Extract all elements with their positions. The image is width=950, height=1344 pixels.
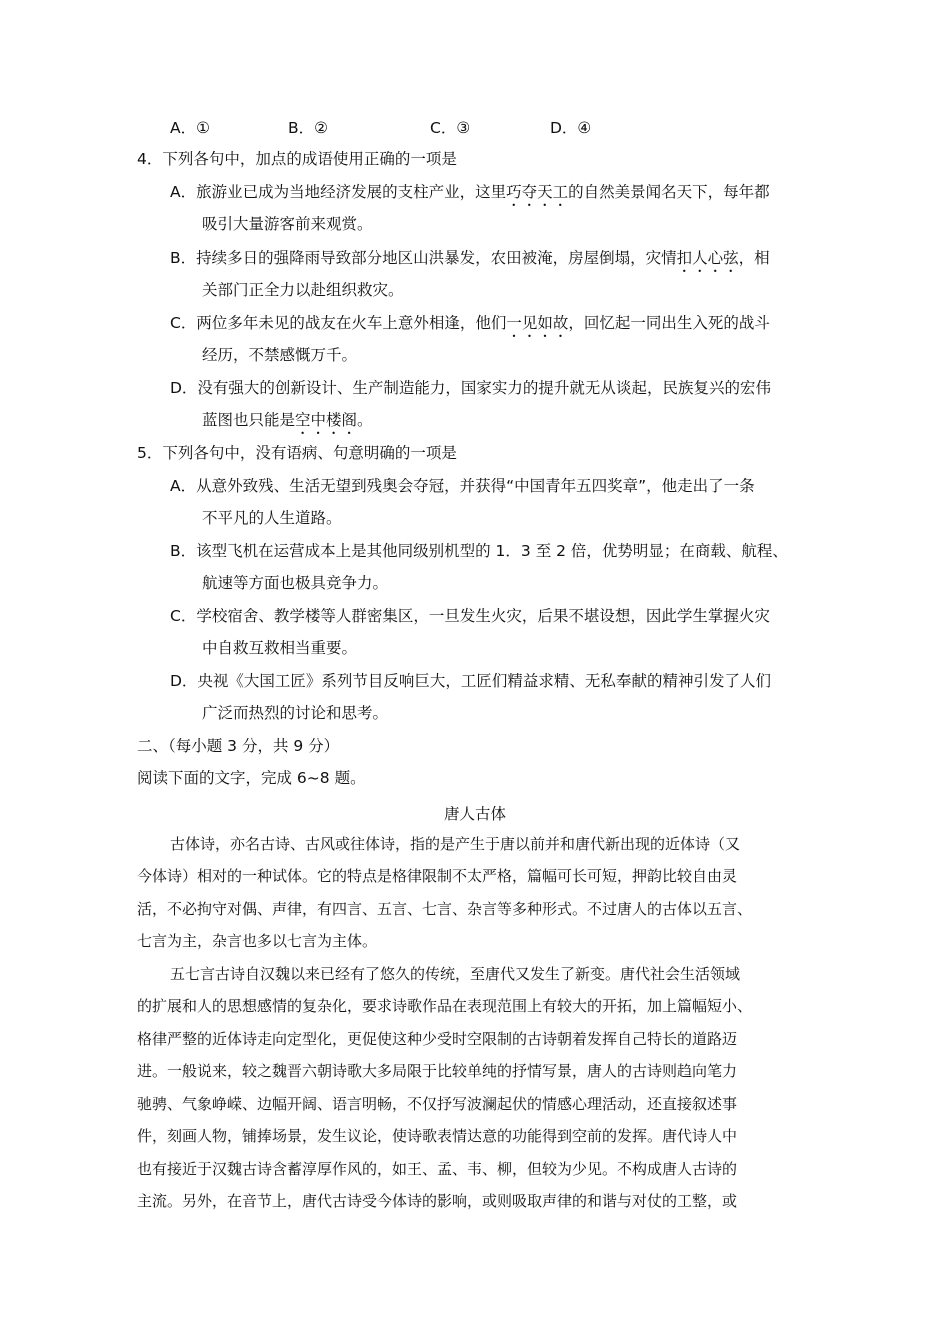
q4-stem: 4．下列各句中，加点的成语使用正确的一项是 bbox=[137, 150, 457, 168]
q4-option-b-line1 bbox=[170, 248, 770, 276]
q3-option-b: B．② bbox=[288, 119, 329, 137]
q4-b-idiom: 扣人心弦 bbox=[676, 249, 739, 267]
q5-option-d-line2: 广泛而热烈的讨论和思考。 bbox=[202, 704, 389, 722]
q4-option-c-line1 bbox=[170, 313, 770, 341]
section2-instruction: 阅读下面的文字，完成 6~8 题。 bbox=[137, 769, 366, 787]
q4-a-idiom: 巧夺天工 bbox=[506, 183, 569, 201]
article-line: 今体诗）相对的一种试体。它的特点是格律限制不太严格，篇幅可长可短，押韵比较自由灵 bbox=[137, 867, 738, 885]
q5-option-a-line1: A．从意外致残、生活无望到残奥会夺冠，并获得“中国青年五四奖章”，他走出了一条 bbox=[170, 477, 755, 495]
article-line: 格律严整的近体诗走向定型化，更促使这种少受时空限制的古诗朝着发挥自己特长的道路迈 bbox=[137, 1030, 738, 1048]
article-line: 件，刻画人物，铺捧场景，发生议论，使诗歌表情达意的功能得到空前的发挥。唐代诗人中 bbox=[137, 1127, 738, 1145]
q5-stem: 5．下列各句中，没有语病、句意明确的一项是 bbox=[137, 444, 457, 462]
q4-a-pre: A．旅游业已成为当地经济发展的支柱产业，这里 bbox=[170, 183, 507, 201]
article-line: 古体诗，亦名古诗、古风或往体诗，指的是产生于唐以前并和唐代新出现的近体诗（又 bbox=[170, 835, 741, 853]
q5-option-b-line2: 航速等方面也极具竞争力。 bbox=[202, 574, 389, 592]
q4-option-c-line2: 经历，不禁感慨万千。 bbox=[202, 346, 358, 364]
q4-c-post: ，回忆起一同出生入死的战斗 bbox=[568, 314, 770, 332]
q4-option-d-line1: D．没有强大的创新设计、生产制造能力，国家实力的提升就无从谈起，民族复兴的宏伟 bbox=[170, 379, 771, 397]
q4-option-b-line2: 关部门正全力以赴组织救灾。 bbox=[202, 281, 404, 299]
article-line: 七言为主，杂言也多以七言为主体。 bbox=[137, 932, 378, 950]
article-line: 也有接近于汉魏古诗含蓄淳厚作风的，如王、孟、韦、柳，但较为少见。不构成唐人古诗的 bbox=[137, 1160, 738, 1178]
q4-b-post: ，相 bbox=[738, 249, 770, 267]
q4-d-pre: 蓝图也只能是 bbox=[202, 411, 296, 429]
q4-option-d-line2 bbox=[202, 410, 373, 438]
q4-b-pre: B．持续多日的强降雨导致部分地区山洪暴发，农田被淹，房屋倒塌，灾情 bbox=[170, 249, 677, 267]
q5-option-c-line1: C．学校宿舍、教学楼等人群密集区，一旦发生火灾，后果不堪设想，因此学生掌握火灾 bbox=[170, 607, 770, 625]
q5-option-b-line1: B．该型飞机在运营成本上是其他同级别机型的 1．3 至 2 倍，优势明显；在商载、航程、 bbox=[170, 542, 788, 560]
article-title: 唐人古体 bbox=[443, 805, 506, 823]
q4-c-idiom: 一见如故 bbox=[506, 314, 569, 332]
q4-a-post: 的自然美景闻名天下，每年都 bbox=[568, 183, 770, 201]
q3-option-d: D．④ bbox=[550, 119, 592, 137]
q5-option-d-line1: D．央视《大国工匠》系列节目反响巨大，工匠们精益求精、无私奉献的精神引发了人们 bbox=[170, 672, 771, 690]
article-line: 活，不必拘守对偶、声律，有四言、五言、七言、杂言等多种形式。不过唐人的古体以五言、 bbox=[137, 900, 753, 918]
q4-c-pre: C．两位多年未见的战友在火车上意外相逢，他们 bbox=[170, 314, 507, 332]
q4-d-post: 。 bbox=[357, 411, 373, 429]
q4-option-a-line2: 吸引大量游客前来观赏。 bbox=[202, 215, 373, 233]
q3-option-a: A．① bbox=[170, 119, 210, 137]
q5-option-a-line2: 不平凡的人生道路。 bbox=[202, 509, 342, 527]
q4-d-idiom: 空中楼阁 bbox=[295, 411, 358, 429]
article-line: 主流。另外，在音节上，唐代古诗受今体诗的影响，或则吸取声律的和谐与对仗的工整，或 bbox=[137, 1192, 738, 1210]
q4-option-a-line1 bbox=[170, 182, 770, 210]
article-line: 进。一般说来，较之魏晋六朝诗歌大多局限于比较单纯的抒情写景，唐人的古诗则趋向笔力 bbox=[137, 1062, 738, 1080]
section2-heading: 二、（每小题 3 分，共 9 分） bbox=[137, 737, 340, 755]
q3-option-c: C．③ bbox=[430, 119, 471, 137]
q5-option-c-line2: 中自救互救相当重要。 bbox=[202, 639, 358, 657]
article-line: 的扩展和人的思想感情的复杂化，要求诗歌作品在表现范围上有较大的开拓，加上篇幅短小、 bbox=[137, 997, 753, 1015]
article-line: 驰骋、气象峥嵘、边幅开阔、语言明畅，不仅抒写波澜起伏的情感心理活动，还直接叙述事 bbox=[137, 1095, 738, 1113]
article-line: 五七言古诗自汉魏以来已经有了悠久的传统，至唐代又发生了新变。唐代社会生活领域 bbox=[170, 965, 741, 983]
